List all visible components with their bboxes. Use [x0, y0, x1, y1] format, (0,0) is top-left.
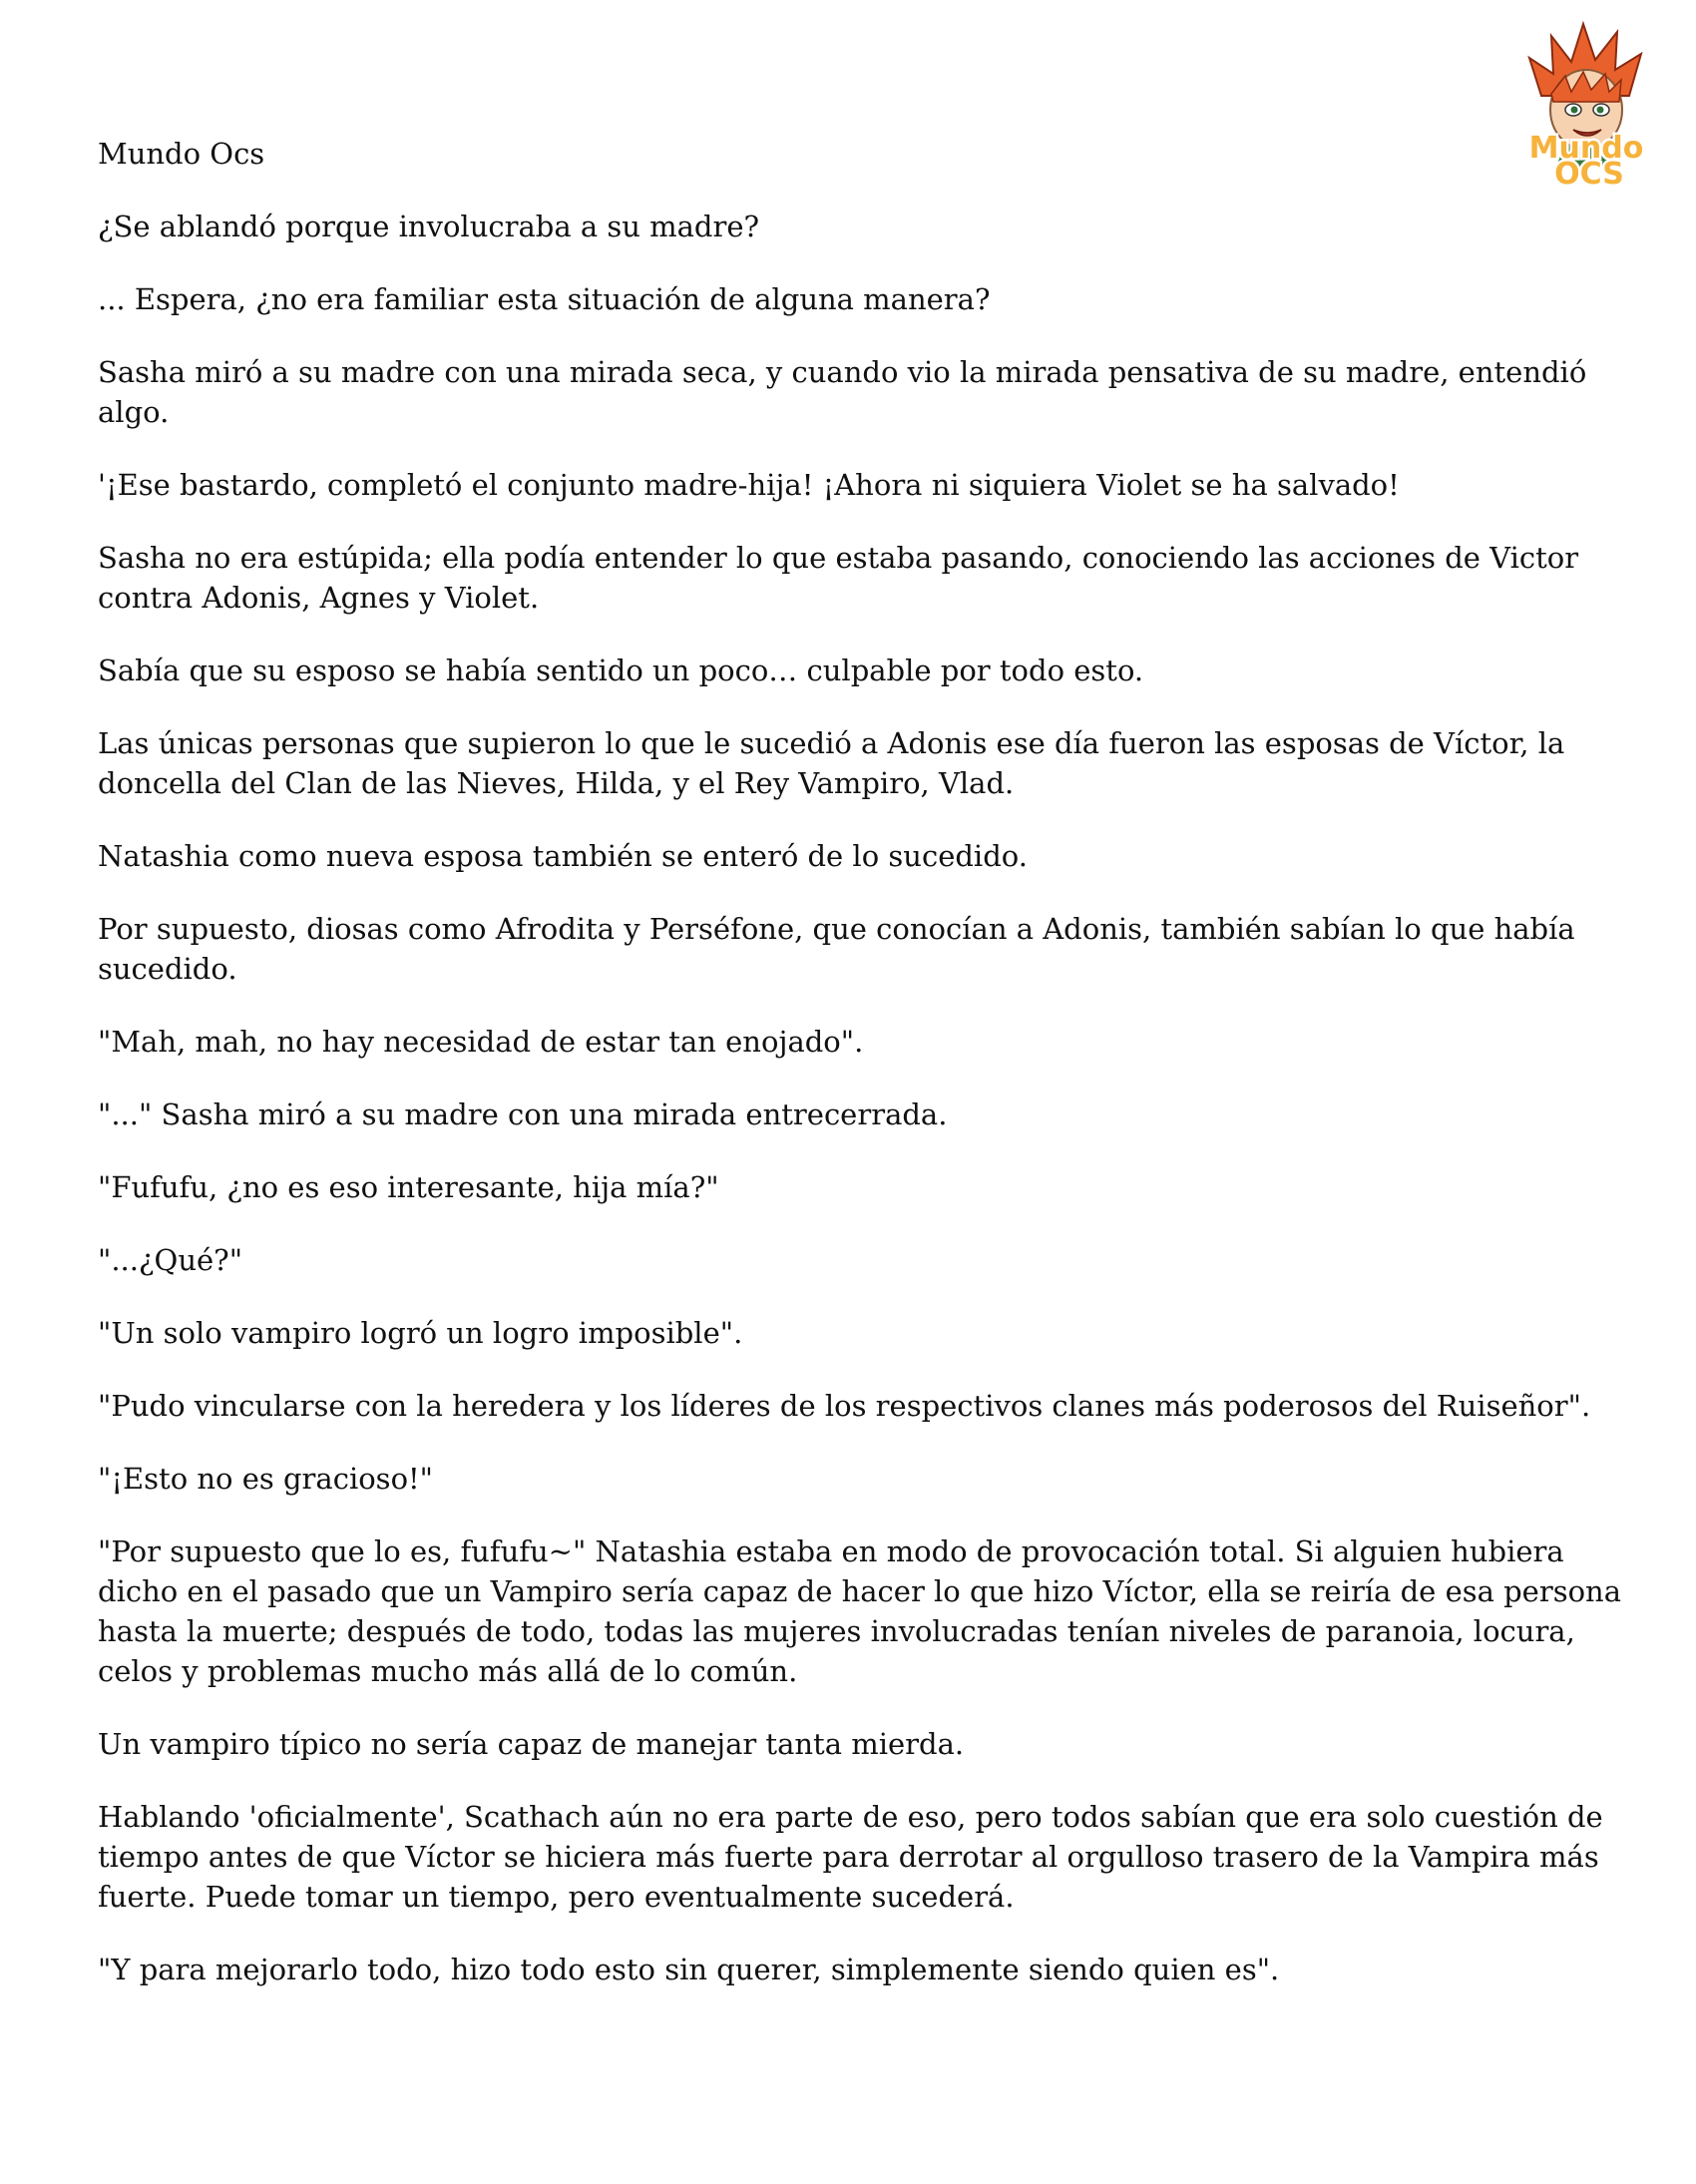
paragraph: "...¿Qué?" — [98, 1243, 243, 1277]
paragraph: Un vampiro típico no sería capaz de manejar tanta mierda. — [98, 1727, 965, 1761]
paragraph: "Fufufu, ¿no es eso interesante, hija mía?" — [98, 1170, 719, 1204]
paragraph: Hablando 'oficialmente', Scathach aún no era parte de eso, pero todos sabían que era solo cuestión de tiempo antes de que Víctor se hiciera más fuerte para derrotar al orgulloso trasero de la Vampira más fuerte. Puede tomar un tiempo, pero eventualmente sucederá. — [98, 1800, 1603, 1914]
paragraph: "Un solo vampiro logró un logro imposible". — [98, 1316, 743, 1350]
svg-text:Mundo: Mundo — [1528, 131, 1644, 166]
svg-text:OCS: OCS — [1554, 157, 1624, 190]
paragraph: ¿Se ablandó porque involucraba a su madre? — [98, 210, 760, 243]
paragraph: "¡Esto no es gracioso!" — [98, 1462, 434, 1496]
paragraph: "Por supuesto que lo es, fufufu~" Natashia estaba en modo de provocación total. Si alguien hubiera dicho en el pasado que un Vampiro sería capaz de hacer lo que hizo Víctor, ella se reiría de esa persona hasta la muerte; después de todo, todas las mujeres involucradas tenían niveles de paranoia, locura, celos y problemas mucho más allá de lo común. — [98, 1534, 1622, 1688]
paragraph: Las únicas personas que supieron lo que le sucedió a Adonis ese día fueron las esposas de Víctor, la doncella del Clan de las Nieves, Hilda, y el Rey Vampiro, Vlad. — [98, 726, 1565, 800]
paragraph: Sasha miró a su madre con una mirada seca, y cuando vio la mirada pensativa de su madre, entendió algo. — [98, 355, 1587, 429]
paragraph: '¡Ese bastardo, completó el conjunto madre-hija! ¡Ahora ni siquiera Violet se ha salvado! — [98, 468, 1400, 502]
paragraph: Sabía que su esposo se había sentido un poco… culpable por todo esto. — [98, 654, 1144, 687]
paragraph: "Pudo vincularse con la heredera y los líderes de los respectivos clanes más poderosos del Ruiseñor". — [98, 1389, 1591, 1423]
paragraph: Sasha no era estúpida; ella podía entender lo que estaba pasando, conociendo las acciones de Victor contra Adonis, Agnes y Violet. — [98, 541, 1579, 615]
paragraph: Por supuesto, diosas como Afrodita y Perséfone, que conocían a Adonis, también sabían lo que había sucedido. — [98, 912, 1575, 986]
paragraph: "Mah, mah, no hay necesidad de estar tan enojado". — [98, 1025, 864, 1059]
document-body — [98, 134, 1634, 2022]
paragraph: ... Espera, ¿no era familiar esta situación de alguna manera? — [98, 282, 991, 316]
paragraph: "..." Sasha miró a su madre con una mirada entrecerrada. — [98, 1097, 948, 1131]
paragraph-title: Mundo Ocs — [98, 137, 265, 171]
paragraph: "Y para mejorarlo todo, hizo todo esto sin querer, simplemente siendo quien es". — [98, 1953, 1280, 1986]
paragraph: Natashia como nueva esposa también se enteró de lo sucedido. — [98, 839, 1028, 873]
